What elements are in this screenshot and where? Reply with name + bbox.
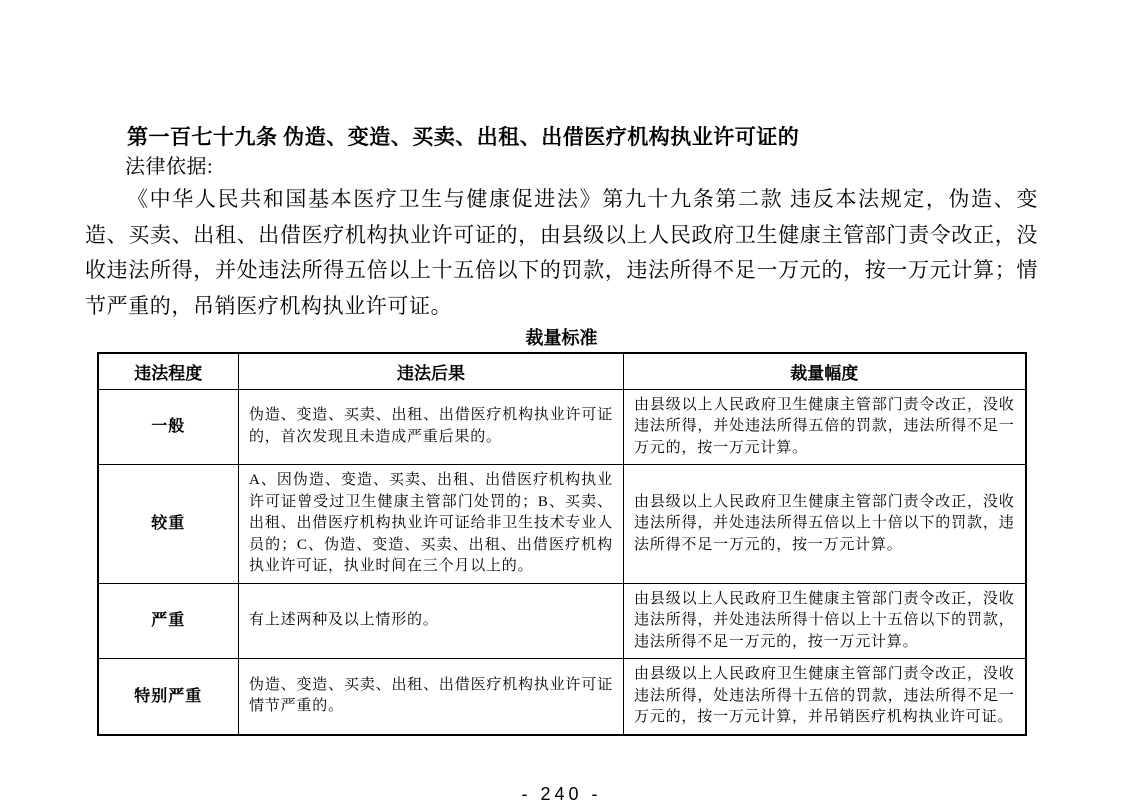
legal-basis-paragraph: 《中华人民共和国基本医疗卫生与健康促进法》第九十九条第二款 违反本法规定，伪造、变造、买卖、出租、出借医疗机构执业许可证的，由县级以上人民政府卫生健康主管部门责令改正，没收违法所得，并处违法所得五倍以上十五倍以下的罚款，违法所得不足一万元的，按一万元计算；情节严重的，吊销医疗机构执业许可证。: [85, 187, 1038, 318]
range-cell: 由县级以上人民政府卫生健康主管部门责令改正，没收违法所得，并处违法所得五倍的罚款，违法所得不足一万元的，按一万元计算。: [624, 389, 1026, 465]
table-header-row: [98, 353, 1026, 389]
consequence-cell: 有上述两种及以上情形的。: [239, 583, 624, 659]
discretion-standard-table: [97, 352, 1027, 736]
legal-basis-label: 法律依据:: [125, 156, 214, 178]
degree-cell: 较重: [98, 465, 239, 584]
column-header-range: 裁量幅度: [624, 353, 1026, 389]
degree-cell: 特别严重: [98, 659, 239, 735]
consequence-cell: A、因伪造、变造、买卖、出租、出借医疗机构执业许可证曾受过卫生健康主管部门处罚的；B、买卖、出租、出借医疗机构执业许可证给非卫生技术专业人员的；C、伪造、变造、买卖、出租、出借医疗机构执业许可证，执业时间在三个月以上的。: [239, 465, 624, 584]
range-cell: 由县级以上人民政府卫生健康主管部门责令改正，没收违法所得，并处违法所得十倍以上十五倍以下的罚款，违法所得不足一万元的，按一万元计算。: [624, 583, 1026, 659]
consequence-cell: 伪造、变造、买卖、出租、出借医疗机构执业许可证情节严重的。: [239, 659, 624, 735]
range-cell: 由县级以上人民政府卫生健康主管部门责令改正，没收违法所得，处违法所得十五倍的罚款，违法所得不足一万元的，按一万元计算，并吊销医疗机构执业许可证。: [624, 659, 1026, 735]
page-number: - 240 -: [521, 783, 602, 804]
table-row: [98, 659, 1026, 735]
degree-cell: 一般: [98, 389, 239, 465]
consequence-cell: 伪造、变造、买卖、出租、出借医疗机构执业许可证的，首次发现且未造成严重后果的。: [239, 389, 624, 465]
table-row: [98, 583, 1026, 659]
column-header-consequence: 违法后果: [239, 353, 624, 389]
article-title: 第一百七十九条 伪造、变造、买卖、出租、出借医疗机构执业许可证的: [127, 125, 800, 149]
range-cell: 由县级以上人民政府卫生健康主管部门责令改正，没收违法所得，并处违法所得五倍以上十倍以下的罚款，违法所得不足一万元的，按一万元计算。: [624, 465, 1026, 584]
table-row: [98, 465, 1026, 584]
degree-cell: 严重: [98, 583, 239, 659]
column-header-degree: 违法程度: [98, 353, 239, 389]
table-title: 裁量标准: [525, 328, 598, 348]
table-row: [98, 389, 1026, 465]
